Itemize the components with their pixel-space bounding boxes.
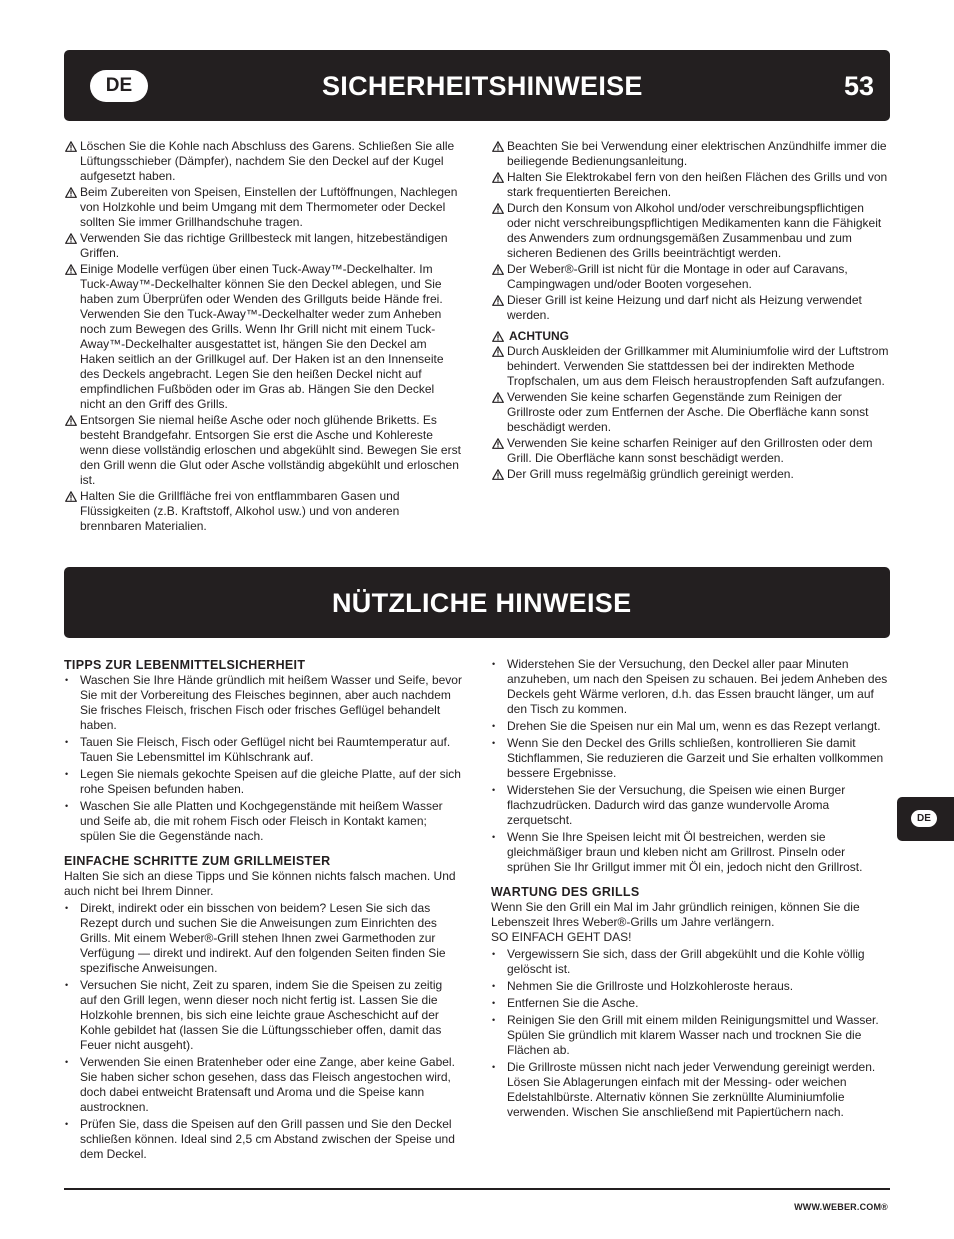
list-item [64,799,462,844]
warning-triangle-icon [65,187,77,198]
warning-triangle-icon [492,203,504,214]
bullet-icon: • [65,675,69,685]
page-title: SICHERHEITSHINWEISE [322,71,643,101]
warning-text: Verwenden Sie das richtige Grillbesteck mit langen, hitzebeständigen Griffen. [80,231,448,260]
bullet-icon: • [492,832,496,842]
list-item [64,901,462,976]
warning-item [491,170,889,200]
footer-divider [64,1188,890,1190]
list-item-text: Direkt, indirekt oder ein bisschen von beidem? Lesen Sie sich das Rezept durch und suchen Sie die Anweisungen zum Einrichten des Grills. Mit einem Weber®-Grill stehen Ihnen zwei Garmethoden zur Verfügung — direkt und indirekt. Auf den folgenden Seiten finden Sie spezifische Anweisungen. [80,901,446,975]
warning-item [491,262,889,292]
warning-item [64,262,462,412]
bullet-icon: • [492,998,496,1008]
bullet-icon: • [492,659,496,669]
section-banner [64,567,890,638]
list-item-text: Versuchen Sie nicht, Zeit zu sparen, indem Sie die Speisen zu zeitig auf den Grill legen, wenn dieser noch nicht fertig ist. Lassen Sie die Holzkohle brennen, bis sich eine leichte graue Ascheschicht auf der Kohle gebildet hat (lassen Sie die Lüftungsschieber offen, damit das Feuer nicht ausgeht). [80,978,443,1052]
section-title: NÜTZLICHE HINWEISE [332,588,632,618]
list-item-text: Legen Sie niemals gekochte Speisen auf die gleiche Platte, auf der sich rohe Speisen befunden haben. [80,767,461,796]
warning-text: Der Grill muss regelmäßig gründlich gereinigt werden. [507,467,794,481]
bullet-icon: • [65,737,69,747]
warning-triangle-icon [492,331,504,342]
caution-heading [491,329,889,344]
list-item-text: Die Grillroste müssen nicht nach jeder Verwendung gereinigt werden. Lösen Sie Ablagerungen einfach mit der Messing- oder weichen Edelstahlbürste. Alternativ können Sie zerknüllte Aluminiumfolie verwenden. Wischen Sie anschließend mit Papiertüchern nach. [507,1060,876,1119]
list-item-text: Entfernen Sie die Asche. [507,996,639,1010]
bullet-icon: • [65,1057,69,1067]
tips-right-list [491,657,889,875]
list-item-text: Prüfen Sie, dass die Speisen auf den Grill passen und Sie den Deckel schließen können. Ideal sind 2,5 cm Abstand zwischen der Speise und dem Deckel. [80,1117,455,1161]
list-item-text: Reinigen Sie den Grill mit einem milden Reinigungsmittel und Wasser. Spülen Sie gründlich mit klarem Wasser nach und trocknen Sie die Flächen ab. [507,1013,879,1057]
grill-master-heading: EINFACHE SCHRITTE ZUM GRILLMEISTER [64,854,331,868]
bullet-icon: • [65,801,69,811]
safety-right-list [491,139,889,323]
list-item [491,1013,889,1058]
warning-triangle-icon [65,415,77,426]
warning-triangle-icon [65,233,77,244]
bullet-icon: • [492,1015,496,1025]
list-item [64,1117,462,1162]
side-tab-label: DE [911,810,937,827]
list-item-text: Widerstehen Sie der Versuchung, die Speisen wie einen Burger flachzudrücken. Dadurch wird das ganze wundervolle Aroma zerquetscht. [507,783,846,827]
warning-item [491,293,889,323]
warning-text: Verwenden Sie keine scharfen Reiniger auf den Grillrosten oder dem Grill. Die Oberfläche kann sonst beschädigt werden. [507,436,873,465]
list-item-text: Drehen Sie die Speisen nur ein Mal um, wenn es das Rezept verlangt. [507,719,881,733]
list-item [64,978,462,1053]
warning-triangle-icon [492,346,504,357]
maintenance-intro: Wenn Sie den Grill ein Mal im Jahr gründlich reinigen, können Sie die Lebenszeit Ihres Weber®-Grills um Jahre verlängern. [491,900,860,929]
warning-text: Halten Sie Elektrokabel fern von den heißen Flächen des Grills und von stark frequentierten Bereichen. [507,170,888,199]
warning-item [491,139,889,169]
bullet-icon: • [492,721,496,731]
footer-url: WWW.WEBER.COM® [794,1202,888,1212]
list-item-text: Widerstehen Sie der Versuchung, den Deckel aller paar Minuten anzuheben, um nach den Speisen zu schauen. Bei jedem Anheben des Deckels geht Wärme verloren, d.h. das Essen braucht länger, um auf den Tisch zu kommen. [507,657,888,716]
warning-triangle-icon [65,141,77,152]
safety-left-column [64,139,462,535]
list-item [64,735,462,765]
warning-item [64,139,462,184]
list-item [491,783,889,828]
warning-item [491,467,889,482]
warning-text: Einige Modelle verfügen über einen Tuck-Away™-Deckelhalter. Im Tuck-Away™-Deckelhalter können Sie den Deckel ablegen, und Sie haben zum Überprüfen oder Wenden des Grillguts beide Hände frei. Verwenden Sie den Tuck-Away™-Deckelhalter weder zum Anheben noch zum Bewegen des Grills. Wenn Ihr Grill nicht mit einem Tuck-Away™-Deckelhalter ausgestattet ist, hängen Sie den Deckel am Haken seitlich an der Grillkugel auf. Der Haken ist an den Innenseite des Deckels angebracht. Legen Sie den heißen Deckel nicht auf empfindlichen Fußböden oder im Gras ab. Hängen Sie den Deckel nicht an den Griff des Grills. [80,262,444,411]
list-item [491,979,889,994]
warning-triangle-icon [492,141,504,152]
warning-triangle-icon [65,491,77,502]
bullet-icon: • [65,769,69,779]
list-item [491,719,889,734]
list-item [64,673,462,733]
warning-text: Halten Sie die Grillfläche frei von entflammbaren Gasen und Flüssigkeiten (z.B. Kraftstoff, Alkohol usw.) und von anderen brennbaren Materialien. [80,489,400,533]
tips-left-column [64,658,462,1164]
warning-item [491,436,889,466]
warning-text: Beim Zubereiten von Speisen, Einstellen der Luftöffnungen, Nachlegen von Holzkohle und beim Umgang mit dem Thermometer oder Deckel sollten Sie immer Grillhandschuhe tragen. [80,185,458,229]
bullet-icon: • [492,949,496,959]
maintenance-heading: WARTUNG DES GRILLS [491,885,640,899]
warning-text: Entsorgen Sie niemal heiße Asche oder noch glühende Briketts. Es besteht Brandgefahr. Entsorgen Sie erst die Asche und Kohlereste wenn diese vollständig erloschen und abgekühlt sind. Bewegen Sie erst den Grill wenn die Glut oder Asche vollständig abgekühlt und erloschen ist. [80,413,461,487]
warning-item [491,390,889,435]
list-item [64,767,462,797]
bullet-icon: • [492,738,496,748]
list-item [491,947,889,977]
warning-triangle-icon [492,172,504,183]
food-safety-list [64,673,462,844]
warning-text: Durch Auskleiden der Grillkammer mit Aluminiumfolie wird der Luftstrom behindert. Verwenden Sie stattdessen bei der indirekten Methode Tropfschalen, um aus dem Fleisch heraustropfenden Saft aufzufangen. [507,344,889,388]
language-badge: DE [90,70,148,102]
list-item-text: Vergewissern Sie sich, dass der Grill abgekühlt und die Kohle völlig gelöscht ist. [507,947,865,976]
grill-master-list [64,901,462,1162]
warning-item [491,344,889,389]
food-safety-heading: TIPPS ZUR LEBENMITTELSICHERHEIT [64,658,306,672]
list-item-text: Wenn Sie Ihre Speisen leicht mit Öl bestreichen, werden sie gleichmäßiger braun und kleben nicht am Grillrost. Pinseln oder sprühen Sie Ihr Grillgut immer mit Öl ein, jedoch nicht den Grillrost. [507,830,863,874]
warning-triangle-icon [492,469,504,480]
warning-item [64,231,462,261]
page-number: 53 [843,71,874,101]
bullet-icon: • [492,785,496,795]
safety-right-column [491,139,889,483]
bullet-icon: • [65,903,69,913]
warning-text: Durch den Konsum von Alkohol und/oder verschreibungspflichtigen oder nicht verschreibungspflichtigen Medikamenten kann die Fähigkeit des Anwenders zum ordnungsgemäßen Zusammenbau und zum sicheren Bedienen des Grills beeinträchtigt werden. [507,201,882,260]
warning-item [491,201,889,261]
tips-right-column [491,657,889,1122]
side-language-tab [897,797,954,841]
warning-triangle-icon [65,264,77,275]
bullet-icon: • [492,1062,496,1072]
warning-item [64,413,462,488]
caution-heading-text: ACHTUNG [509,329,569,343]
list-item [64,1055,462,1115]
bullet-icon: • [492,981,496,991]
list-item [491,1060,889,1120]
warning-text: Der Weber®-Grill ist nicht für die Montage in oder auf Caravans, Campingwagen und/oder Booten vorgesehen. [507,262,848,291]
list-item-text: Wenn Sie den Deckel des Grills schließen, kontrollieren Sie damit Stichflammen, Sie reduzieren die Garzeit und Sie erhalten vollkommen bessere Ergebnisse. [507,736,884,780]
maintenance-subtitle: SO EINFACH GEHT DAS! [491,930,632,944]
caution-list [491,344,889,482]
warning-item [64,489,462,534]
list-item-text: Tauen Sie Fleisch, Fisch oder Geflügel nicht bei Raumtemperatur auf. Tauen Sie Lebensmittel im Kühlschrank auf. [80,735,451,764]
list-item-text: Nehmen Sie die Grillroste und Holzkohleroste heraus. [507,979,794,993]
warning-text: Dieser Grill ist keine Heizung und darf nicht als Heizung verwendet werden. [507,293,862,322]
warning-text: Verwenden Sie keine scharfen Gegenstände zum Reinigen der Grillroste oder zum Entfernen der Asche. Die Oberfläche kann sonst beschädigt werden. [507,390,869,434]
list-item [491,830,889,875]
warning-item [64,185,462,230]
list-item-text: Waschen Sie alle Platten und Kochgegenstände mit heißem Wasser und Seife ab, die mit rohem Fisch oder Fleisch in Kontakt kamen; spülen Sie die Gegenstände nach. [80,799,443,843]
header-banner [64,50,890,121]
list-item [491,657,889,717]
warning-triangle-icon [492,295,504,306]
list-item-text: Verwenden Sie einen Bratenheber oder eine Zange, aber keine Gabel. Sie haben sicher schon gesehen, dass das Fleisch angestochen wird, doch dabei entweicht Bratensaft und Aroma und die Speise kann austrocknen. [80,1055,455,1114]
bullet-icon: • [65,1119,69,1129]
list-item [491,996,889,1011]
warning-triangle-icon [492,392,504,403]
warning-triangle-icon [492,438,504,449]
list-item-text: Waschen Sie Ihre Hände gründlich mit heißem Wasser und Seife, bevor Sie mit der Vorbereitung des Fleisches beginnen, aber auch nachdem Sie frisches Fleisch, frischen Fisch oder frisches Geflügel behandelt haben. [80,673,462,732]
grill-master-intro: Halten Sie sich an diese Tipps und Sie können nichts falsch machen. Und auch nicht bei Ihrem Dinner. [64,869,456,898]
warning-text: Beachten Sie bei Verwendung einer elektrischen Anzündhilfe immer die beiliegende Bedienungsanleitung. [507,139,887,168]
warning-triangle-icon [492,264,504,275]
warning-text: Löschen Sie die Kohle nach Abschluss des Garens. Schließen Sie alle Lüftungsschieber (Dämpfer), nachdem Sie den Deckel auf der Kugel aufgesetzt haben. [80,139,455,183]
list-item [491,736,889,781]
maintenance-list [491,947,889,1120]
bullet-icon: • [65,980,69,990]
